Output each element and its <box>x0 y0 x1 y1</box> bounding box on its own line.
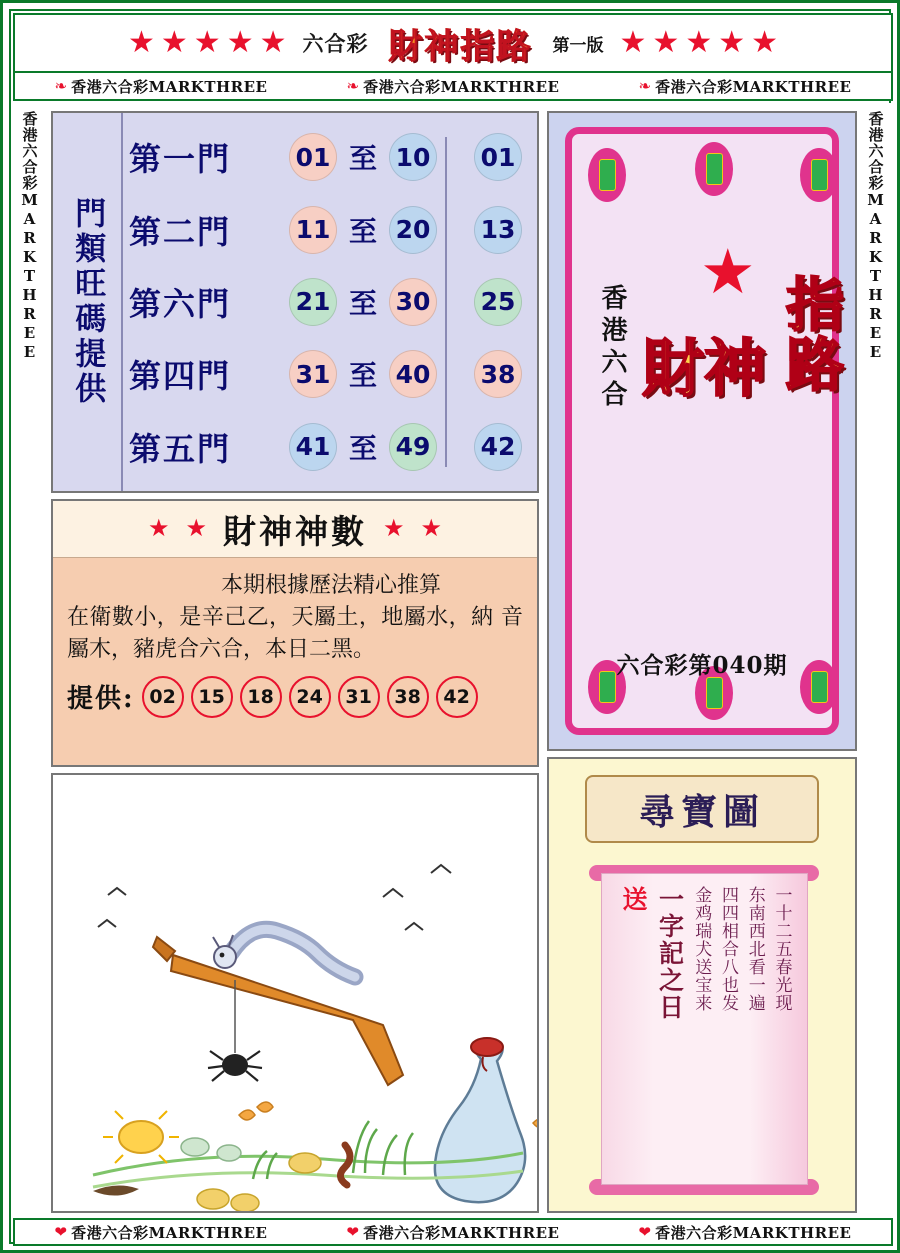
poster-title-left: 財神 <box>642 332 767 405</box>
table-row <box>123 126 439 188</box>
star-icon: ★ <box>259 26 287 59</box>
marquee-bottom <box>13 1218 893 1246</box>
marquee-text: 香港六合彩MARKTHREE <box>655 77 852 96</box>
page-title: 財神指路 <box>383 19 539 68</box>
gate-name: 第六門 <box>129 284 232 323</box>
lucky-number: 31 <box>338 676 380 718</box>
gate-range-separator: 至 <box>349 142 378 176</box>
marquee-item <box>347 1222 560 1243</box>
gate-range-from: 21 <box>289 278 337 326</box>
clover-icon: ❧ <box>638 78 652 95</box>
marquee-right-text: 香港六合彩MARKTHREE <box>866 110 885 362</box>
treasure-scroll-columns <box>602 874 807 1184</box>
lucky-number: 38 <box>387 676 429 718</box>
gate-name: 第五門 <box>129 429 232 468</box>
header-title-group <box>293 19 614 68</box>
clover-icon: ❤ <box>638 1224 652 1241</box>
header-right-stars <box>614 28 785 58</box>
table-row <box>453 126 537 188</box>
title-bar <box>13 13 893 73</box>
marquee-text: 香港六合彩MARKTHREE <box>655 1223 852 1242</box>
poster-frame <box>565 127 844 735</box>
marquee-item <box>639 76 852 97</box>
illustration-panel <box>51 773 539 1213</box>
lucky-number: 02 <box>142 676 184 718</box>
edition-label: 第一版 <box>552 35 604 56</box>
star-icon: ★ <box>700 239 756 307</box>
lucky-number: 24 <box>289 676 331 718</box>
marquee-top <box>13 73 893 101</box>
gates-panel <box>51 111 539 493</box>
gate-range-to: 40 <box>389 350 437 398</box>
gate-result: 25 <box>474 278 522 326</box>
marquee-text: 香港六合彩MARKTHREE <box>363 1223 560 1242</box>
gate-range-separator: 至 <box>349 286 378 320</box>
star-icon: ★ <box>420 516 443 542</box>
gate-range-to: 30 <box>389 278 437 326</box>
divine-numbers-panel <box>51 499 539 767</box>
header-left-stars <box>122 28 293 58</box>
marquee-item <box>639 1222 852 1243</box>
star-icon: ★ <box>619 26 647 59</box>
treasure-title-box <box>585 775 819 843</box>
marquee-item <box>347 76 560 97</box>
star-icon: ★ <box>147 516 170 542</box>
table-row <box>123 271 439 333</box>
star-icon: ★ <box>718 26 746 59</box>
gate-range-separator: 至 <box>349 359 378 393</box>
marquee-left <box>13 103 47 1218</box>
lucky-number: 18 <box>240 676 282 718</box>
scroll-column: 金鸡瑞犬送宝来 <box>691 886 712 1012</box>
star-icon: ★ <box>652 26 680 59</box>
divine-numbers-body <box>53 558 537 666</box>
divine-provide-row <box>53 666 537 718</box>
gates-side-label-text: 門類旺碼提供 <box>69 197 106 407</box>
star-icon: ★ <box>383 516 405 542</box>
poster-panel <box>547 111 857 751</box>
scroll-column-main: 一字記之日 <box>655 886 685 1021</box>
gate-range-to: 49 <box>389 423 437 471</box>
provide-label: 提供: <box>67 684 135 715</box>
star-icon: ★ <box>226 26 254 59</box>
gate-result: 13 <box>474 206 522 254</box>
gates-table <box>123 113 439 491</box>
marquee-text: 香港六合彩MARKTHREE <box>71 1223 268 1242</box>
gate-range-to: 20 <box>389 206 437 254</box>
gate-range-from: 41 <box>289 423 337 471</box>
scroll-column: 一十二五春光现 <box>771 886 792 1012</box>
divine-body-line-2: 在衛數小，是辛己乙，天屬土，地屬水，納 <box>67 604 494 630</box>
scroll-column-accent: 送 <box>619 886 649 912</box>
treasure-panel <box>547 757 857 1213</box>
cartoon-bird-spider-illustration <box>53 775 537 1211</box>
lucky-number: 42 <box>436 676 478 718</box>
gate-range-from: 01 <box>289 133 337 181</box>
scroll-column: 四四相合八也发 <box>718 886 738 1012</box>
divine-numbers-header <box>53 501 537 558</box>
table-row <box>123 199 439 261</box>
poster-issue-label: 六合彩第040期 <box>616 652 788 679</box>
table-row <box>453 416 537 478</box>
divine-body-line-1: 本期根據歷法精心推算 <box>221 573 442 598</box>
table-row <box>453 271 537 333</box>
poster-title-right: 指路 <box>776 274 844 394</box>
gates-side-label <box>53 113 123 491</box>
divine-numbers-title: 財神神數 <box>223 511 367 551</box>
gate-range-from: 31 <box>289 350 337 398</box>
marquee-text: 香港六合彩MARKTHREE <box>363 77 560 96</box>
poster-text-group <box>572 134 844 728</box>
treasure-title: 尋寶圖 <box>638 790 765 833</box>
clover-icon: ❤ <box>346 1224 360 1241</box>
star-icon: ★ <box>160 26 188 59</box>
gates-results-column <box>453 113 537 491</box>
gate-name: 第一門 <box>129 140 232 179</box>
treasure-scroll <box>601 873 808 1185</box>
marquee-item <box>55 76 268 97</box>
table-row <box>123 416 439 478</box>
table-row <box>453 199 537 261</box>
gate-result: 38 <box>474 350 522 398</box>
table-row <box>453 343 537 405</box>
star-icon: ★ <box>185 516 207 542</box>
star-icon: ★ <box>127 26 155 59</box>
star-icon: ★ <box>751 26 779 59</box>
marquee-text: 香港六合彩MARKTHREE <box>71 77 268 96</box>
star-icon: ★ <box>193 26 221 59</box>
gate-range-separator: 至 <box>349 214 378 248</box>
divine-body-line-3: 音屬木，豬虎合六合，本日二黑。 <box>67 604 523 662</box>
marquee-item <box>55 1222 268 1243</box>
marquee-left-text: 香港六合彩MARKTHREE <box>20 110 39 362</box>
gate-name: 第二門 <box>129 212 232 251</box>
gate-range-from: 11 <box>289 206 337 254</box>
gate-result: 01 <box>474 133 522 181</box>
gate-name: 第四門 <box>129 357 232 396</box>
gates-divider <box>445 137 447 467</box>
clover-icon: ❧ <box>54 78 68 95</box>
content-area <box>49 103 859 1218</box>
star-icon: ★ <box>685 26 713 59</box>
gate-range-to: 10 <box>389 133 437 181</box>
gate-result: 42 <box>474 423 522 471</box>
table-row <box>123 343 439 405</box>
gate-range-separator: 至 <box>349 431 378 465</box>
clover-icon: ❤ <box>54 1224 68 1241</box>
clover-icon: ❧ <box>346 78 360 95</box>
marquee-right <box>859 103 893 1218</box>
lottery-label: 六合彩 <box>302 32 369 56</box>
lucky-number: 15 <box>191 676 233 718</box>
scroll-column: 东南西北看一遍 <box>744 886 765 1012</box>
poster-vertical-label: 香港六合 <box>597 284 627 412</box>
